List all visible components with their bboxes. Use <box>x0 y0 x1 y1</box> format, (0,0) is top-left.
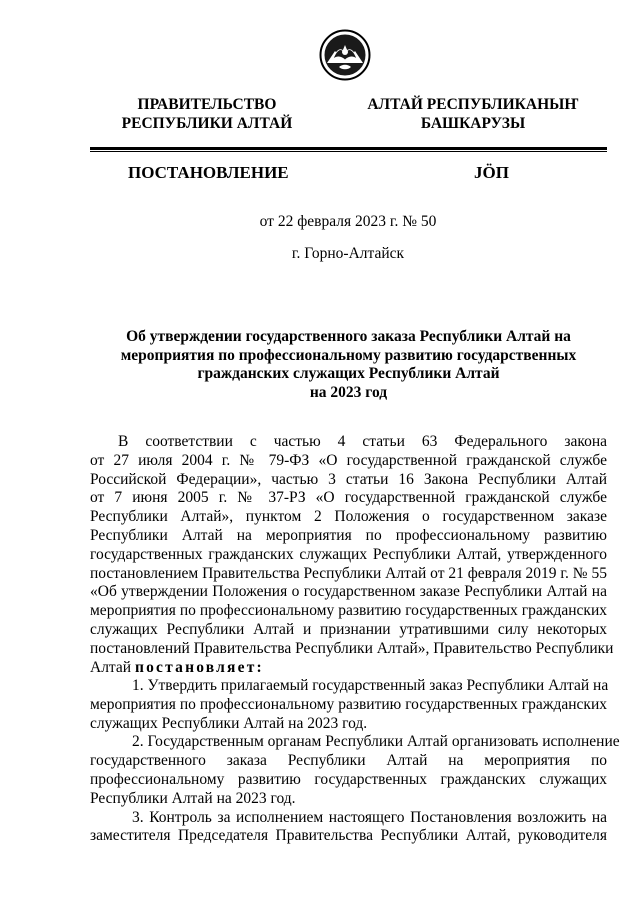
document-date-number: от 22 февраля 2023 г. № 50 <box>259 213 437 230</box>
item-2-line: государственного заказа Республики Алтай на мероприятия по <box>90 752 607 770</box>
item-1-line: 1. Утвердить прилагаемый государственный заказ Республики Алтай на <box>132 677 609 694</box>
title-line: мероприятия по профессиональному развитию государственных <box>120 346 577 364</box>
document-city: г. Горно-Алтайск <box>291 245 405 262</box>
coat-of-arms-emblem <box>319 29 371 81</box>
item-3-line: 3. Контроль за исполнением настоящего Постановления возложить на <box>132 808 607 826</box>
preamble-line: Российской Федерации», частью 3 статьи 16 Закона Республики Алтай <box>90 470 607 488</box>
title-line: Об утверждении государственного заказа Республики Алтай на <box>126 328 571 345</box>
header-divider-thick <box>90 147 607 150</box>
preamble-line: государственных гражданских служащих Республики Алтай, утвержденного <box>90 545 607 563</box>
item-2-line: Республики Алтай на 2023 год. <box>90 789 296 807</box>
item-1-line: служащих Республики Алтай на 2023 год. <box>90 714 368 732</box>
item-2-line: профессиональному развитию государственных гражданских служащих <box>90 770 607 788</box>
item-1-line: мероприятия по профессиональному развитию государственных гражданских <box>90 695 607 713</box>
preamble-last-prefix: Алтай <box>90 658 132 676</box>
header-right-line-2: БАШКАРУЗЫ <box>420 115 526 132</box>
preamble-line: Республики Алтай на мероприятия по профессиональному развитию <box>90 526 607 544</box>
preamble-final-line <box>90 659 607 678</box>
header-left-line-2: РЕСПУБЛИКИ АЛТАЙ <box>121 115 293 132</box>
item-3-line: заместителя Председателя Правительства Республики Алтай, руководителя <box>90 827 607 845</box>
header-right-authority <box>358 95 588 133</box>
preamble-line: от 7 июня 2005 г. № 37-РЗ «О государственной гражданской службе <box>90 489 607 507</box>
preamble-line: мероприятия по профессиональному развитию государственных гражданских <box>90 602 607 620</box>
preamble-paragraph <box>90 433 614 677</box>
preamble-line: «Об утверждении Положения о государственном заказе Республики Алтай на <box>90 583 607 601</box>
header-divider-thin <box>90 151 607 152</box>
header-left-line-1: ПРАВИТЕЛЬСТВО <box>137 96 277 113</box>
document-title <box>90 328 607 402</box>
preamble-line: постановлений Правительства Республики Алтай», Правительство Республики <box>90 639 614 657</box>
act-type-right: JӦП <box>474 163 509 182</box>
preamble-line: от 27 июля 2004 г. № 79-ФЗ «О государственной гражданской службе <box>90 451 607 469</box>
title-line: гражданских служащих Республики Алтай <box>197 365 500 382</box>
title-line: на 2023 год <box>309 383 388 401</box>
decree-items <box>90 677 620 846</box>
header-left-authority <box>92 95 322 133</box>
preamble-line: служащих Республики Алтай и признании утратившими силу некоторых <box>90 620 607 638</box>
header-right-line-1: АЛТАЙ РЕСПУБЛИКАНЫҤ <box>367 96 579 113</box>
preamble-line: Республики Алтай», пунктом 2 Положения о государственном заказе <box>90 508 607 526</box>
preamble-line: В соответствии с частью 4 статьи 63 Федерального закона <box>118 433 607 450</box>
act-type-left: ПОСТАНОВЛЕНИЕ <box>128 163 289 182</box>
item-2-line: 2. Государственным органам Республики Алтай организовать исполнение <box>132 733 620 751</box>
preamble-line: постановлением Правительства Республики Алтай от 21 февраля 2019 г. № 55 <box>90 564 607 582</box>
decree-keyword: постановляет: <box>134 658 264 676</box>
